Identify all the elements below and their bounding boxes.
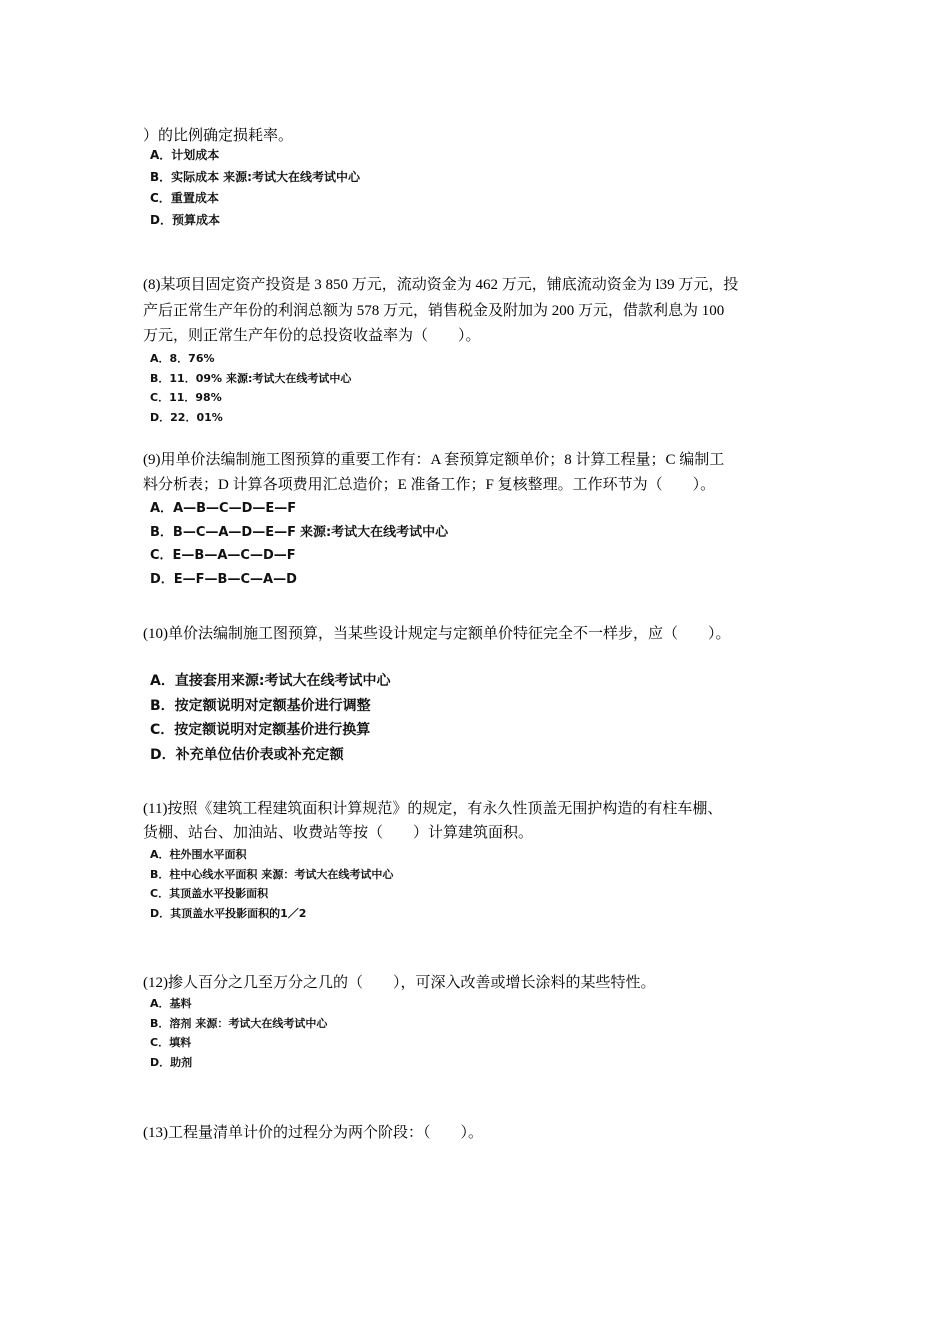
option-list [150,349,351,427]
option-list [150,669,390,767]
option-b: B．实际成本 来源:考试大在线考试中心 [150,169,360,184]
question-8-line-3: 万元，则正常生产年份的总投资收益率为（ ）。 [143,328,481,344]
option-list [150,145,360,231]
question-9-line-1: (9)用单价法编制施工图预算的重要工作有：A 套预算定额单价；8 计算工程量；C 编制工 [143,452,725,468]
option-list [150,497,448,591]
option-d: D．22．01% [150,410,223,424]
option-list [150,994,327,1072]
option-a: A．基料 [150,997,192,1010]
option-d: D．助剂 [150,1055,193,1069]
option-b: B．B—C—A—D—E—F 来源:考试大在线考试中心 [150,524,449,540]
source-note: 来源：考试大在线考试中心 [195,1016,328,1030]
option-b: B．溶剂 来源：考试大在线考试中心 [150,1016,328,1030]
option-a: A．柱外围水平面积 [150,848,247,861]
question-13-line-1: (13)工程量清单计价的过程分为两个阶段：（ ）。 [143,1125,483,1141]
option-d: D．补充单位估价表或补充定额 [150,746,344,763]
option-c: C．按定额说明对定额基价进行换算 [150,722,371,738]
option-b: B．按定额说明对定额基价进行调整 [150,697,371,714]
question-10-line-1: (10)单价法编制施工图预算，当某些设计规定与定额单价特征完全不一样步，应（ ）。 [143,626,731,642]
source-note: 来源：考试大在线考试中心 [261,867,394,881]
question-text-line: ）的比例确定损耗率。 [143,128,294,144]
option-c: C．重置成本 [150,191,219,205]
option-a: A．直接套用来源:考试大在线考试中心 [150,673,391,689]
option-c: C．11．98% [150,391,222,404]
question-12-line-1: (12)掺人百分之几至万分之几的（ ），可深入改善或增长涂料的某些特性。 [143,975,656,991]
option-d: D．E—F—B—C—A—D [150,571,297,587]
option-c: C．其顶盖水平投影面积 [150,887,269,900]
option-b: B．11．09% 来源:考试大在线考试中心 [150,371,352,385]
question-8-line-2: 产后正常生产年份的利润总额为 578 万元，销售税金及附加为 200 万元，借款利息为 100 [143,303,725,319]
source-note: 来源:考试大在线考试中心 [226,371,352,385]
option-a: A．计划成本 [150,148,220,162]
option-a: A．A—B—C—D—E—F [150,501,297,516]
option-list [150,845,393,923]
option-a: A．8．76% [150,352,215,365]
question-9-line-2: 料分析表；D 计算各项费用汇总造价；E 准备工作；F 复核整理。工作环节为（ ）。 [143,477,716,493]
option-d: D．预算成本 [150,212,220,227]
option-c: C．E—B—A—C—D—F [150,548,296,563]
option-c: C．填料 [150,1036,192,1049]
source-note: 来源:考试大在线考试中心 [230,673,391,689]
question-11-line-2: 货棚、站台、加油站、收费站等按（ ）计算建筑面积。 [143,825,534,841]
option-b: B．柱中心线水平面积 来源：考试大在线考试中心 [150,867,394,881]
source-note: 来源:考试大在线考试中心 [299,524,449,540]
option-d: D．其顶盖水平投影面积的1／2 [150,906,307,920]
question-11-line-1: (11)按照《建筑工程建筑面积计算规范》的规定，有永久性顶盖无围护构造的有柱车棚、 [143,801,723,817]
source-note: 来源:考试大在线考试中心 [223,169,360,184]
question-8-line-1: (8)某项目固定资产投资是 3 850 万元，流动资金为 462 万元，铺底流动资金为 l39 万元，投 [143,277,739,293]
